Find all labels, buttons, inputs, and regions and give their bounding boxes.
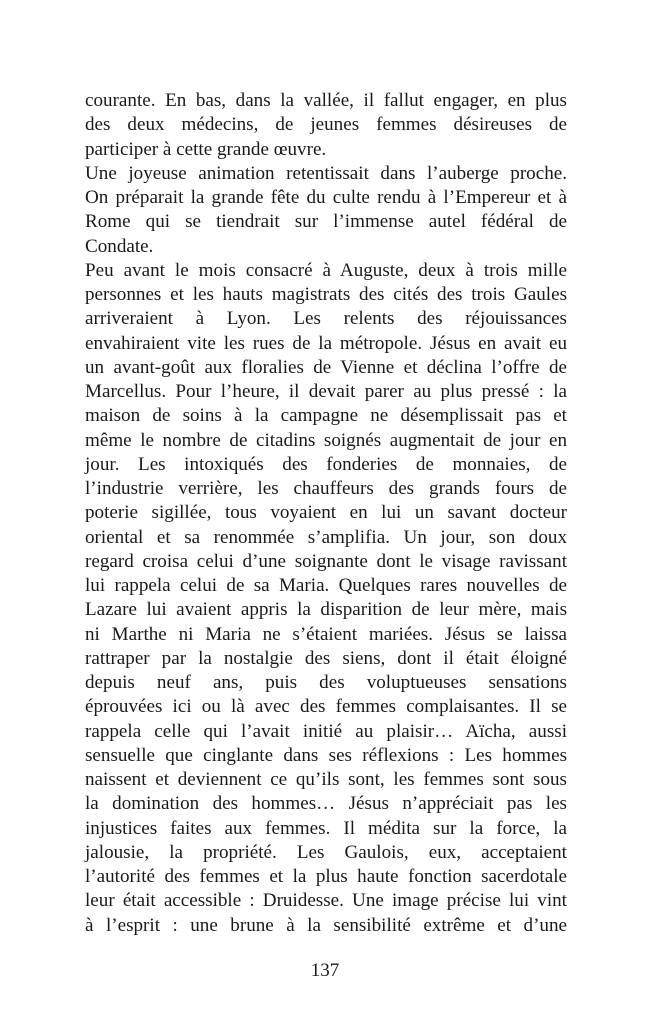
text-line: des deux médecins, de jeunes femmes désireuses de [85, 114, 567, 136]
body-text [85, 89, 567, 938]
page-number: 137 [310, 960, 340, 981]
text-line: Rome qui se tiendrait sur l’immense autel fédéral de [85, 211, 567, 233]
text-line: naissent et deviennent ce qu’ils sont, les femmes sont sous [85, 769, 567, 790]
text-line: leur était accessible : Druidesse. Une image précise lui vint [85, 890, 567, 912]
text-line: regard croisa celui d’une soignante dont le visage ravissant [85, 550, 567, 572]
text-line: injustices faites aux femmes. Il médita sur la force, la [85, 817, 567, 839]
text-line: l’industrie verrière, les chauffeurs des grands fours de [85, 478, 567, 499]
text-line: à l’esprit : une brune à la sensibilité extrême et d’une [85, 914, 567, 936]
text-line: Marcellus. Pour l’heure, il devait parer au plus pressé : la [85, 381, 567, 402]
text-line: éprouvées ici ou là avec des femmes complaisantes. Il se [85, 696, 567, 718]
text-line: même le nombre de citadins soignés augmentait de jour en [85, 429, 567, 451]
text-line: Condate. [85, 235, 154, 257]
text-line: un avant-goût aux floralies de Vienne et déclina l’offre de [85, 356, 567, 378]
text-line: la domination des hommes… Jésus n’appréciait pas les [85, 793, 567, 815]
text-line: Peu avant le mois consacré à Auguste, deux à trois mille [85, 259, 567, 281]
text-line: envahiraient vite les rues de la métropole. Jésus en avait eu [85, 332, 567, 354]
text-line: sensuelle que cinglante dans ses réflexions : Les hommes [85, 744, 567, 766]
text-line: ni Marthe ni Maria ne s’étaient mariées. Jésus se laissa [85, 623, 567, 645]
text-line: maison de soins à la campagne ne désemplissait pas et [85, 405, 567, 427]
paragraph [85, 259, 567, 938]
paragraph [85, 89, 567, 162]
text-line: arriveraient à Lyon. Les relents des réjouissances [85, 308, 567, 330]
text-line: l’autorité des femmes et la plus haute fonction sacerdotale [85, 866, 567, 887]
text-line: poterie sigillée, tous voyaient en lui un savant docteur [85, 502, 567, 524]
text-line: jalousie, la propriété. Les Gaulois, eux, acceptaient [85, 841, 567, 863]
text-line: rattraper par la nostalgie des siens, dont il était éloigné [85, 647, 567, 669]
text-line: courante. En bas, dans la vallée, il fallut engager, en plus [85, 90, 567, 111]
text-line: Une joyeuse animation retentissait dans l’auberge proche. [85, 162, 567, 184]
text-line: personnes et les hauts magistrats des cités des trois Gaules [85, 284, 567, 305]
text-line: jour. Les intoxiqués des fonderies de monnaies, de [85, 453, 567, 475]
text-line: oriental et sa renommée s’amplifia. Un jour, son doux [85, 526, 567, 548]
text-line: participer à cette grande œuvre. [85, 138, 327, 160]
text-line: On préparait la grande fête du culte rendu à l’Empereur et à [85, 187, 567, 208]
text-line: Lazare lui avaient appris la disparition de leur mère, mais [85, 599, 567, 621]
text-line: depuis neuf ans, puis des voluptueuses sensations [85, 672, 567, 693]
text-line: lui rappela celui de sa Maria. Quelques rares nouvelles de [85, 575, 567, 596]
text-line: rappela celle qui l’avait initié au plaisir… Aïcha, aussi [85, 720, 567, 742]
paragraph [85, 162, 567, 259]
